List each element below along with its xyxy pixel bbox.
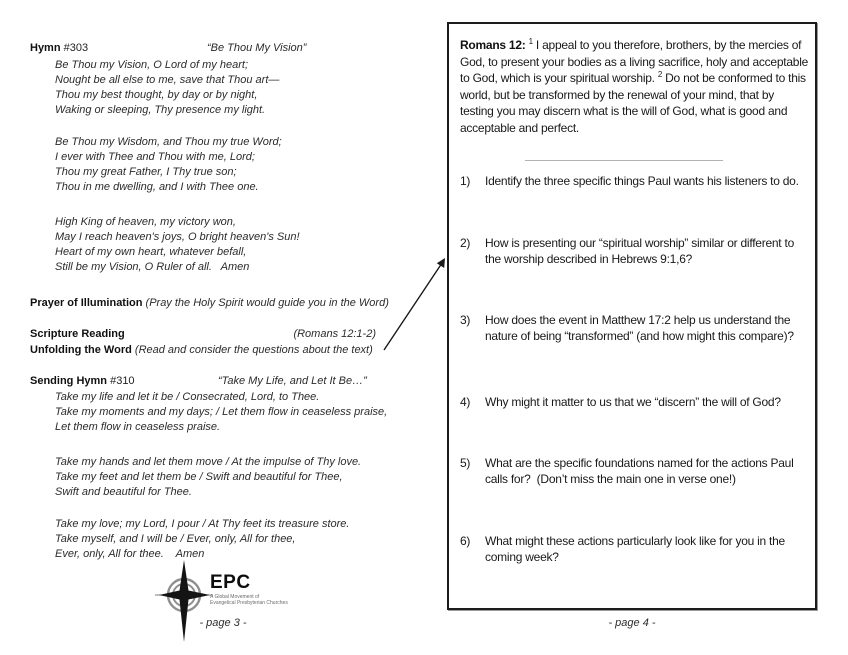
hymn-verse <box>55 135 282 195</box>
unfolding-the-word <box>30 343 373 357</box>
page-4-footer: - page 4 - <box>608 617 656 629</box>
hymn-title: “Be Thou My Vision” <box>207 42 307 54</box>
hymn-verse <box>55 215 300 275</box>
sending-hymn-title: “Take My Life, and Let It Be…” <box>218 375 367 387</box>
verse-line: Take my moments and my days; / Let them flow in ceaseless praise, <box>55 406 388 418</box>
scripture-reading-label: Scripture Reading <box>30 328 125 340</box>
question-text: Identify the three specific things Paul wants his listeners to do. <box>485 174 799 188</box>
verse-1-superscript: 1 <box>528 37 533 46</box>
epc-logo-text <box>210 574 288 606</box>
verse-line: Thou in me dwelling, and I with Thee one. <box>55 181 259 193</box>
divider-line <box>525 160 723 161</box>
question-number: 1) <box>460 174 471 188</box>
verse-line: Take myself, and I will be / Ever, only, All for thee, <box>55 533 296 545</box>
compass-icon <box>152 556 216 648</box>
verse-line: Take my hands and let them move / At the impulse of Thy love. <box>55 456 362 468</box>
question-text: How is presenting our “spiritual worship” similar or different to the worship described in Hebrews 9:1,6? <box>485 236 794 266</box>
scripture-reading <box>30 327 376 341</box>
passage-reference: Romans 12: <box>460 38 526 52</box>
verse-line: Heart of my own heart, whatever befall, <box>55 246 247 258</box>
scripture-passage <box>460 37 810 136</box>
sending-hymn-heading <box>30 374 367 388</box>
question-item-5 <box>460 455 810 487</box>
verse-line: Thou my great Father, I Thy true son; <box>55 166 237 178</box>
scripture-reference: (Romans 12:1-2) <box>293 328 376 340</box>
question-item-3 <box>460 312 810 344</box>
question-text: How does the event in Matthew 17:2 help us understand the nature of being “transformed” (and how might this compare)? <box>485 313 794 343</box>
prayer-note: (Pray the Holy Spirit would guide you in the Word) <box>145 297 389 309</box>
question-item-6 <box>460 533 810 565</box>
verse-line: Swift and beautiful for Thee. <box>55 486 192 498</box>
verse-line: Let them flow in ceaseless praise. <box>55 421 221 433</box>
verse-line: Still be my Vision, O Ruler of all. Amen <box>55 261 250 273</box>
verse-line: Ever, only, All for thee. Amen <box>55 548 205 560</box>
question-number: 4) <box>460 395 471 409</box>
hymn-verse <box>55 58 279 118</box>
verse-line: Be Thou my Wisdom, and Thou my true Word; <box>55 136 282 148</box>
hymn-verse <box>55 390 387 435</box>
page-4-panel <box>447 22 817 610</box>
question-item-2 <box>460 235 810 267</box>
prayer-of-illumination <box>30 296 389 310</box>
verse-line: Take my feet and let them be / Swift and beautiful for Thee, <box>55 471 343 483</box>
prayer-of-illumination-label: Prayer of Illumination <box>30 297 143 309</box>
verse-line: Nought be all else to me, save that Thou art— <box>55 74 280 86</box>
question-text: What might these actions particularly look like for you in the coming week? <box>485 534 785 564</box>
hymn-heading <box>30 41 307 55</box>
sending-hymn-label: Sending Hymn <box>30 375 108 387</box>
verse-line: High King of heaven, my victory won, <box>55 216 236 228</box>
annotation-arrow-icon <box>370 248 450 358</box>
verse-line: Take my life and let it be / Consecrated, Lord, to Thee. <box>55 391 320 403</box>
epc-acronym: EPC <box>210 572 251 593</box>
verse-line: Waking or sleeping, Thy presence my light. <box>55 104 266 116</box>
question-item-4 <box>460 394 810 410</box>
epc-tagline-line2: Evangelical Presbyterian Churches <box>210 600 288 606</box>
sending-hymn-number: #310 <box>110 375 135 387</box>
hymn-number: #303 <box>63 42 89 54</box>
verse-line: Take my love; my Lord, I pour / At Thy feet its treasure store. <box>55 518 350 530</box>
page-3-footer: - page 3 - <box>199 617 247 629</box>
verse-line: May I reach heaven's joys, O bright heaven's Sun! <box>55 231 300 243</box>
unfolding-the-word-label: Unfolding the Word <box>30 344 132 356</box>
verse-2-superscript: 2 <box>657 70 663 79</box>
question-number: 2) <box>460 236 471 250</box>
question-item-1 <box>460 173 810 189</box>
question-text: What are the specific foundations named for the actions Paul calls for? (Don’t miss the main one in verse one!) <box>485 456 794 486</box>
passage-verse-1: I appeal to you therefore, brothers, by the mercies of God, to present your bodies as a living sacrifice, holy and acceptable to God, which is your spiritual worship. <box>460 38 809 85</box>
verse-line: I ever with Thee and Thou with me, Lord; <box>55 151 255 163</box>
hymn-verse <box>55 455 361 500</box>
hymn-label: Hymn <box>30 42 61 54</box>
question-number: 5) <box>460 456 471 470</box>
question-number: 3) <box>460 313 471 327</box>
verse-line: Be Thou my Vision, O Lord of my heart; <box>55 59 248 71</box>
question-text: Why might it matter to us that we “discern” the will of God? <box>485 395 781 409</box>
epc-logo <box>152 556 288 648</box>
passage-verse-2: Do not be conformed to this world, but be transformed by the renewal of your mind, that by testing you may discern what is the will of God, what is good and acceptable and perfect. <box>460 71 806 135</box>
question-number: 6) <box>460 534 471 548</box>
epc-tagline-line1: A Global Movement of <box>210 594 260 600</box>
verse-line: Thou my best thought, by day or by night, <box>55 89 258 101</box>
unfolding-note: (Read and consider the questions about the text) <box>134 344 373 356</box>
